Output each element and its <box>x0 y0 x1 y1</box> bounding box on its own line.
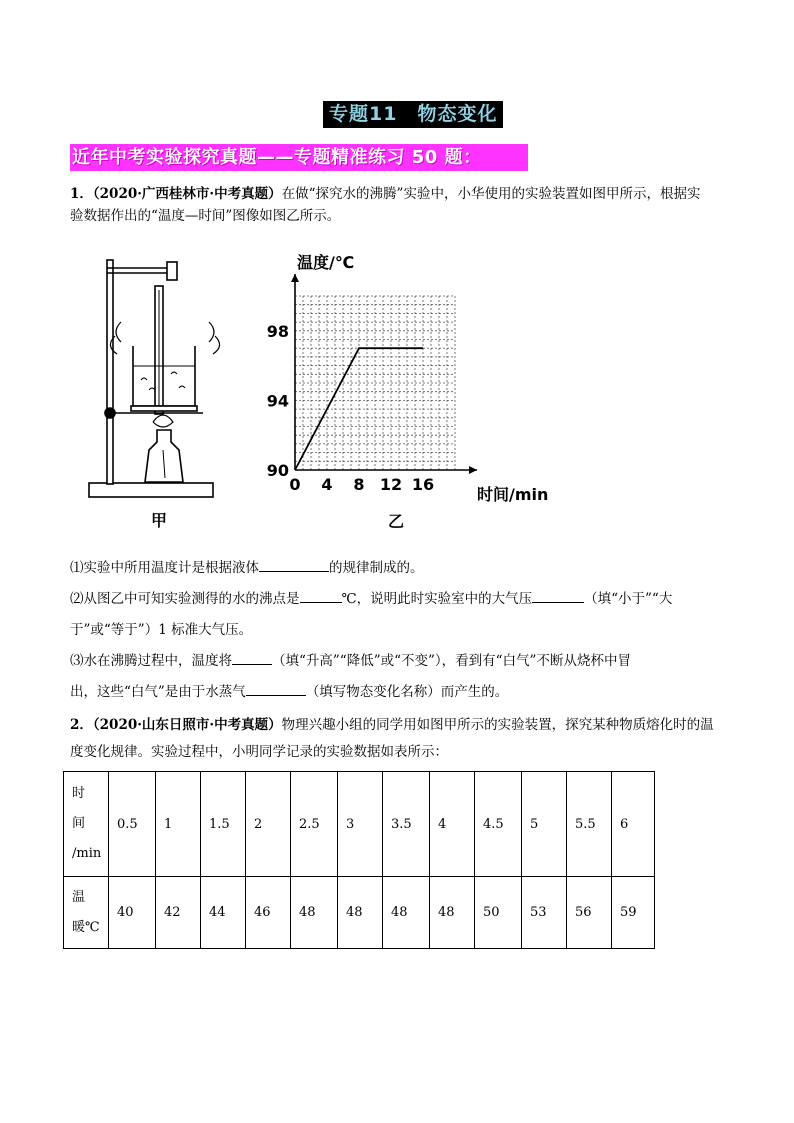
row-header-time: 时 间 /min <box>64 772 109 877</box>
part-text: （填写物态变化名称）而产生的。 <box>305 684 509 700</box>
table-cell: 3.5 <box>383 772 430 877</box>
y-axis-label: 温度/℃ <box>297 253 355 272</box>
answer-blank[interactable] <box>300 588 342 603</box>
table-cell: 0.5 <box>109 772 156 877</box>
part-text: ℃，说明此时实验室中的大气压 <box>341 591 533 607</box>
table-cell: 2.5 <box>291 772 338 877</box>
question-text: 验数据作出的“温度—时间”图像如图乙所示。 <box>70 208 341 224</box>
question-1-part-1 <box>70 557 730 579</box>
temperature-time-chart <box>267 253 549 504</box>
figure-label-yi: 乙 <box>388 512 405 531</box>
table-cell: 48 <box>291 877 338 949</box>
data-table <box>63 771 655 949</box>
question-text: 在做“探究水的沸腾”实验中，小华使用的实验装置如图甲所示，根据实 <box>281 186 701 202</box>
question-1-part-3 <box>70 650 730 712</box>
answer-blank[interactable] <box>532 588 584 603</box>
question-1-stem <box>70 183 730 227</box>
table-cell: 56 <box>567 877 612 949</box>
section-banner: 近年中考实验探究真题——专题精准练习 50 题： <box>70 144 528 171</box>
page-title: 专题11 物态变化 <box>323 101 503 128</box>
table-cell: 3 <box>338 772 383 877</box>
y-tick-label: 90 <box>266 461 289 480</box>
table-cell: 40 <box>109 877 156 949</box>
table-cell: 1 <box>156 772 201 877</box>
x-axis-arrow <box>469 466 477 474</box>
question-number: 1． <box>70 186 93 202</box>
table-cell: 4 <box>430 772 475 877</box>
x-tick-label: 8 <box>353 475 365 494</box>
part-text: （填“小于”“大 <box>584 591 673 607</box>
x-tick-label: 4 <box>321 475 333 494</box>
y-axis-arrow <box>291 274 299 282</box>
x-axis-label: 时间/min <box>477 485 549 504</box>
y-tick-label: 94 <box>266 391 289 411</box>
figure-label-jia: 甲 <box>151 511 168 530</box>
table-cell: 44 <box>201 877 246 949</box>
question-number: 2． <box>70 717 93 733</box>
part-text: ⑶水在沸腾过程中，温度将 <box>70 653 232 669</box>
table-cell: 2 <box>246 772 291 877</box>
question-2-stem <box>70 714 730 768</box>
x-tick-label: 0 <box>289 475 301 494</box>
answer-blank[interactable] <box>246 681 306 696</box>
table-row <box>64 877 655 949</box>
part-text: ⑴实验中所用温度计是根据液体 <box>70 560 259 576</box>
table-cell: 50 <box>475 877 522 949</box>
question-1-part-2 <box>70 588 730 650</box>
part-text: （填“升高”“降低”或“不变”），看到有“白气”不断从烧杯中冒 <box>272 653 631 669</box>
part-text: ⑵从图乙中可知实验测得的水的沸点是 <box>70 591 300 607</box>
table-cell: 53 <box>522 877 567 949</box>
table-cell: 48 <box>338 877 383 949</box>
table-cell: 5.5 <box>567 772 612 877</box>
experiment-figure <box>83 250 563 535</box>
table-cell: 48 <box>430 877 475 949</box>
question-source: （2020·山东日照市·中考真题） <box>92 717 282 733</box>
x-tick-label: 16 <box>411 475 435 494</box>
question-source: （2020·广西桂林市·中考真题） <box>92 186 282 202</box>
table-cell: 5 <box>522 772 567 877</box>
table-row <box>64 772 655 877</box>
table-cell: 6 <box>612 772 655 877</box>
table-cell: 46 <box>246 877 291 949</box>
table-cell: 4.5 <box>475 772 522 877</box>
answer-blank[interactable] <box>232 650 272 665</box>
table-cell: 59 <box>612 877 655 949</box>
table-cell: 48 <box>383 877 430 949</box>
part-text: 的规律制成的。 <box>329 560 424 576</box>
x-tick-label: 12 <box>379 475 403 494</box>
part-text: 出，这些“白气”是由于水蒸气 <box>70 684 246 700</box>
table-cell: 1.5 <box>201 772 246 877</box>
table-cell: 42 <box>156 877 201 949</box>
answer-blank[interactable] <box>259 557 329 572</box>
question-text: 度变化规律。实验过程中，小明同学记录的实验数据如表所示： <box>70 744 448 760</box>
part-text: 于”或“等于”）1 标准大气压。 <box>70 622 253 638</box>
row-header-temp: 温 暖℃ <box>64 877 109 949</box>
boiling-apparatus <box>89 260 220 497</box>
question-text: 物理兴趣小组的同学用如图甲所示的实验装置，探究某种物质熔化时的温 <box>281 717 714 733</box>
y-tick-label: 98 <box>266 321 289 341</box>
